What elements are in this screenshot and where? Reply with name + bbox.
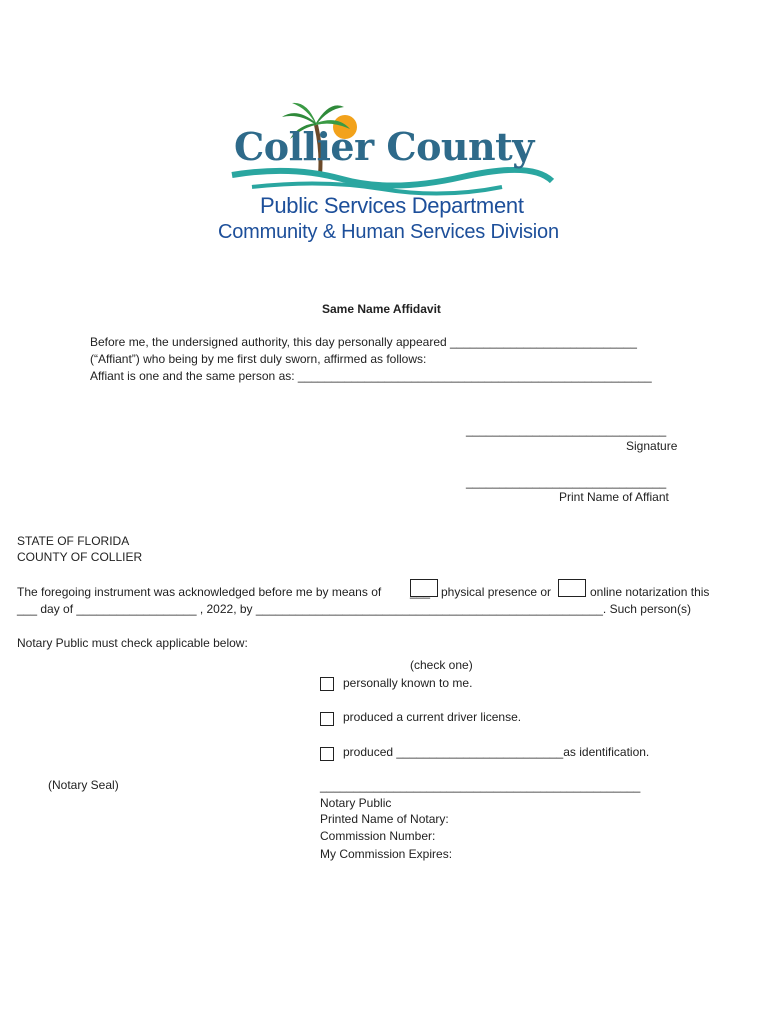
print-name-label: Print Name of Affiant bbox=[559, 490, 669, 504]
document-title: Same Name Affidavit bbox=[322, 302, 441, 316]
ack-text-part1: The foregoing instrument was acknowledged before me by means of bbox=[17, 585, 382, 599]
notary-public-label: Notary Public bbox=[320, 796, 392, 810]
printed-name-label: Printed Name of Notary: bbox=[320, 812, 449, 826]
option-produced-id: produced _________________________as identification. bbox=[343, 745, 650, 759]
intro-line-1: Before me, the undersigned authority, this day personally appeared ____________________________ bbox=[90, 335, 637, 349]
notary-seal-label: (Notary Seal) bbox=[48, 778, 119, 792]
personally-known-checkbox[interactable] bbox=[320, 677, 334, 691]
option-driver-license: produced a current driver license. bbox=[343, 710, 522, 724]
intro-line-2: (“Affiant”) who being by me first duly sworn, affirmed as follows: bbox=[90, 352, 427, 366]
intro-line-3: Affiant is one and the same person as: _____________________________________________________ bbox=[90, 369, 652, 383]
logo-division: Community & Human Services Division bbox=[218, 221, 559, 243]
check-one-label: (check one) bbox=[410, 658, 473, 672]
driver-license-checkbox[interactable] bbox=[320, 712, 334, 726]
commission-expires-label: My Commission Expires: bbox=[320, 847, 453, 861]
ack-line-2: ___ day of __________________ , 2022, by ____________________________________________________. Such person(s) bbox=[17, 602, 691, 616]
county-label: COUNTY OF COLLIER bbox=[17, 550, 143, 564]
ack-text-part2: physical presence or bbox=[441, 585, 552, 599]
online-notarization-checkbox[interactable] bbox=[558, 579, 586, 597]
ack-text-part3: online notarization this bbox=[590, 585, 710, 599]
collier-county-logo bbox=[212, 95, 562, 255]
print-name-line: ______________________________ bbox=[466, 475, 667, 489]
signature-label: Signature bbox=[626, 439, 678, 453]
logo-department: Public Services Department bbox=[260, 193, 524, 218]
signature-line: ______________________________ bbox=[466, 423, 667, 437]
produced-id-checkbox[interactable] bbox=[320, 747, 334, 761]
notary-instruction: Notary Public must check applicable below: bbox=[17, 636, 248, 650]
commission-number-label: Commission Number: bbox=[320, 829, 436, 843]
logo-title: Collier County bbox=[234, 124, 534, 169]
ack-blank: ___ bbox=[410, 585, 431, 599]
option-personally-known: personally known to me. bbox=[343, 676, 473, 690]
state-label: STATE OF FLORIDA bbox=[17, 534, 130, 548]
notary-signature-line: ________________________________________________ bbox=[320, 779, 641, 793]
